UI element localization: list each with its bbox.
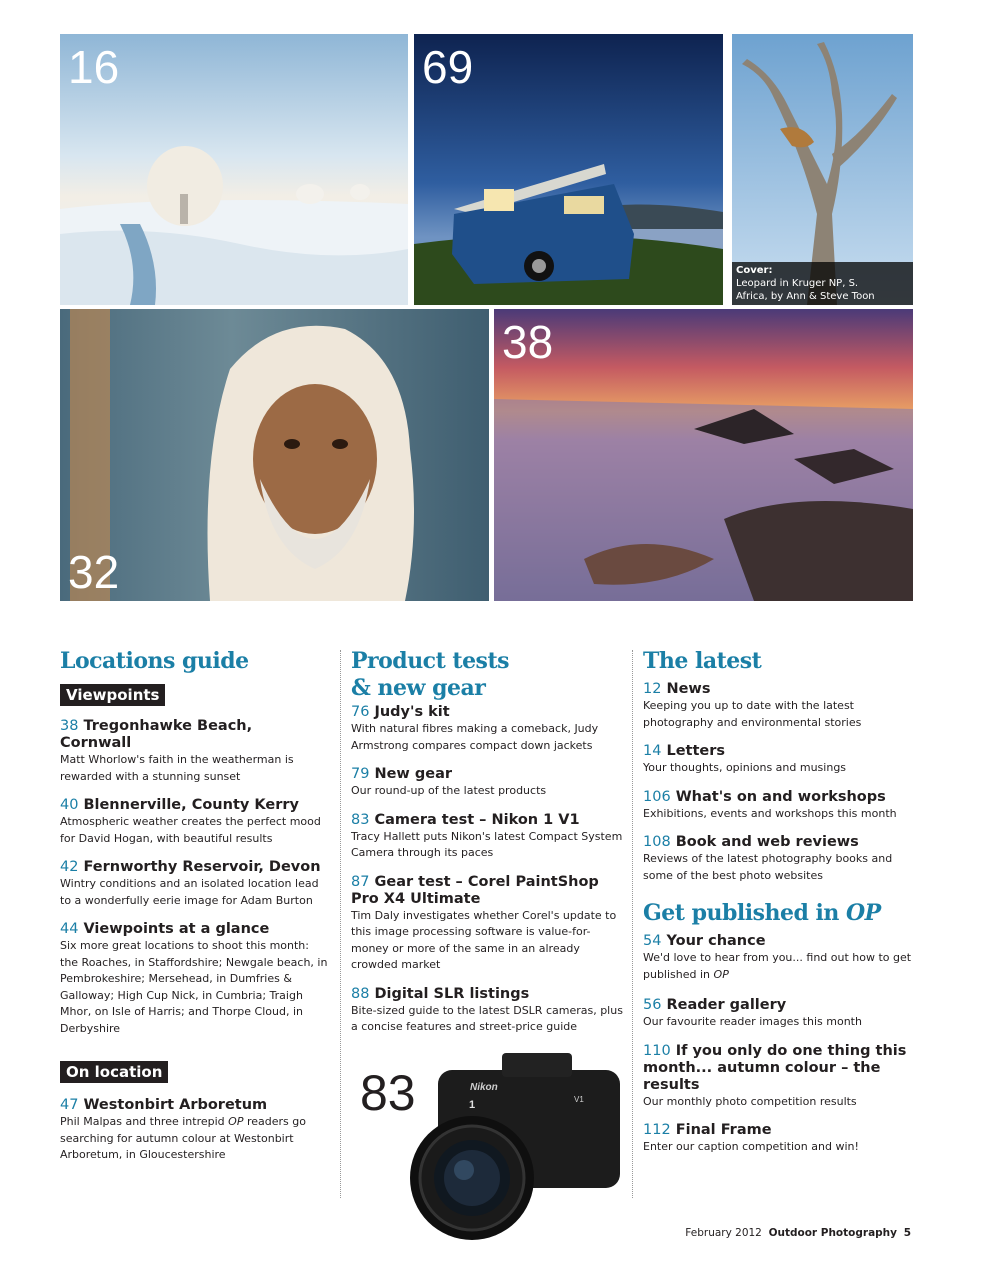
toc-item-description: With natural fibres making a comeback, Judy Armstrong compares compact down jackets bbox=[351, 722, 599, 752]
toc-page-number: 110 bbox=[643, 1042, 671, 1059]
toc-item-title: Fernworthy Reservoir, Devon bbox=[83, 859, 321, 875]
camera-image-area bbox=[352, 1048, 632, 1258]
toc-item-title: Reader gallery bbox=[666, 997, 787, 1013]
toc-item-description: Enter our caption competition and win! bbox=[643, 1140, 859, 1153]
toc-item[interactable] bbox=[351, 986, 623, 1036]
toc-item[interactable] bbox=[643, 834, 921, 884]
toc-item[interactable] bbox=[60, 718, 328, 785]
page-number-38: 38 bbox=[502, 316, 554, 368]
toc-item-description: Your thoughts, opinions and musings bbox=[643, 761, 847, 774]
latest-column bbox=[643, 648, 921, 1156]
toc-item[interactable] bbox=[643, 1122, 921, 1156]
toc-item-description: We'd love to hear from you... find out how to get published in OP bbox=[643, 951, 912, 981]
toc-page-number: 106 bbox=[643, 788, 671, 805]
toc-item-title: Camera test – Nikon 1 V1 bbox=[374, 811, 580, 828]
toc-page-number: 47 bbox=[60, 1097, 79, 1113]
toc-item-title: Gear test – Corel PaintShop Pro X4 Ultimate bbox=[351, 873, 599, 907]
viewpoints-tag: Viewpoints bbox=[60, 684, 165, 706]
toc-item-title: Blennerville, County Kerry bbox=[83, 797, 299, 813]
sunset-beach-image bbox=[494, 309, 913, 601]
toc-item-description: Keeping you up to date with the latest photography and environmental stories bbox=[643, 699, 862, 729]
camera-model-digit: 1 bbox=[469, 1099, 476, 1111]
footer-date: February 2012 bbox=[685, 1227, 762, 1239]
page-number-83: 83 bbox=[360, 1065, 416, 1121]
toc-page-number: 56 bbox=[643, 997, 662, 1013]
toc-item-description: Tim Daly investigates whether Corel's update to this image processing software is value-for-money or more of the same in an already crowded market bbox=[351, 908, 617, 971]
page-number-69: 69 bbox=[422, 41, 474, 93]
toc-page-number: 76 bbox=[351, 704, 370, 720]
toc-item-westonbirt[interactable] bbox=[60, 1097, 328, 1164]
page-number-32: 32 bbox=[68, 546, 120, 598]
toc-item-title: Westonbirt Arboretum bbox=[83, 1097, 268, 1113]
toc-item-title: Book and web reviews bbox=[675, 834, 859, 850]
toc-item-description: Atmospheric weather creates the perfect mood for David Hogan, with beautiful results bbox=[60, 815, 321, 845]
toc-item[interactable] bbox=[351, 704, 623, 754]
locations-column bbox=[60, 648, 328, 1164]
toc-page-number: 42 bbox=[60, 859, 79, 875]
cover-caption-label: Cover: bbox=[736, 265, 773, 276]
toc-item-description: Tracy Hallett puts Nikon's latest Compact System Camera through its paces bbox=[351, 829, 623, 859]
column-divider-2 bbox=[632, 650, 633, 1198]
toc-item-title: Viewpoints at a glance bbox=[83, 921, 270, 937]
toc-page-number: 88 bbox=[351, 985, 370, 1002]
footer-page-number: 5 bbox=[903, 1227, 911, 1239]
toc-item-description: Our favourite reader images this month bbox=[643, 1015, 862, 1028]
locations-guide-title: Locations guide bbox=[60, 648, 249, 674]
toc-item-title: Letters bbox=[666, 743, 726, 759]
toc-item[interactable] bbox=[60, 797, 328, 847]
toc-item-description: Six more great locations to shoot this month: the Roaches, in Staffordshire; Newgale beach, in Pembrokeshire; Mersehead, in Dumfries & Galloway; High Cup Nick, in Cumbria; Traigh Mhor, on Isle of Harris; and Thorpe Cloud, in Derbyshire bbox=[60, 939, 328, 1035]
the-latest-title: The latest bbox=[643, 648, 762, 674]
toc-item-title: Your chance bbox=[666, 933, 766, 949]
toc-page-number: 40 bbox=[60, 797, 79, 813]
nikon-camera-image bbox=[352, 1048, 632, 1258]
toc-item-title: News bbox=[666, 681, 711, 697]
toc-item-description: Exhibitions, events and workshops this month bbox=[643, 806, 897, 820]
toc-item-title: Tregonhawke Beach, Cornwall bbox=[60, 718, 253, 751]
cover-caption-text: Leopard in Kruger NP, S. Africa, by Ann & Steve Toon bbox=[736, 278, 875, 302]
toc-item[interactable] bbox=[351, 812, 623, 862]
toc-item-description: Bite-sized guide to the latest DSLR cameras, plus a concise features and street-price guide bbox=[351, 1003, 623, 1033]
camera-model-label: V1 bbox=[574, 1095, 584, 1104]
toc-item-your-chance[interactable] bbox=[643, 933, 921, 983]
photo-frosty-landscape bbox=[60, 34, 408, 305]
toc-item[interactable] bbox=[60, 859, 328, 909]
toc-item-title: New gear bbox=[374, 766, 453, 782]
photo-portrait-man bbox=[60, 309, 489, 601]
toc-page-number: 87 bbox=[351, 873, 370, 890]
toc-page-number: 14 bbox=[643, 743, 662, 759]
toc-page-number: 112 bbox=[643, 1122, 671, 1138]
toc-item-description: Our round-up of the latest products bbox=[351, 784, 547, 797]
toc-page-number: 83 bbox=[351, 811, 370, 828]
toc-page-number: 108 bbox=[643, 834, 671, 850]
footer-magazine: Outdoor Photography bbox=[768, 1227, 897, 1239]
toc-page-number: 38 bbox=[60, 718, 79, 734]
camera-brand-label: Nikon bbox=[470, 1082, 498, 1093]
toc-item-title: If you only do one thing this month... autumn colour – the results bbox=[643, 1042, 907, 1093]
toc-item-description: Reviews of the latest photography books and some of the best photo websites bbox=[643, 852, 893, 882]
toc-item-description: Wintry conditions and an isolated location lead to a wonderfully eerie image for Adam Burton bbox=[60, 877, 319, 907]
toc-item[interactable] bbox=[351, 766, 623, 800]
toc-item-description: Matt Whorlow's faith in the weatherman is rewarded with a stunning sunset bbox=[60, 753, 294, 783]
column-divider-1 bbox=[340, 650, 341, 1198]
toc-item[interactable] bbox=[643, 681, 921, 731]
toc-item[interactable] bbox=[60, 921, 328, 1037]
toc-page-number: 44 bbox=[60, 921, 79, 937]
page-number-16: 16 bbox=[68, 41, 120, 93]
toc-item[interactable] bbox=[643, 789, 921, 823]
toc-item-title: Final Frame bbox=[675, 1122, 772, 1138]
products-column bbox=[351, 648, 623, 1036]
toc-page-number: 79 bbox=[351, 766, 370, 782]
get-published-title: Get published in OP bbox=[643, 900, 881, 926]
page-footer bbox=[685, 1227, 911, 1239]
product-tests-title: Product tests & new gear bbox=[351, 648, 509, 701]
toc-item-description: Our monthly photo competition results bbox=[643, 1094, 857, 1108]
toc-item-title: Judy's kit bbox=[374, 704, 450, 720]
cover-caption bbox=[732, 262, 913, 305]
toc-page-number: 12 bbox=[643, 681, 662, 697]
photo-sunset-beach bbox=[494, 309, 913, 601]
toc-item[interactable] bbox=[643, 743, 921, 777]
toc-page-number: 54 bbox=[643, 933, 662, 949]
toc-item[interactable] bbox=[351, 874, 623, 974]
photo-campervan bbox=[414, 34, 723, 305]
toc-item-title: Digital SLR listings bbox=[374, 985, 530, 1002]
toc-item[interactable] bbox=[643, 1043, 921, 1111]
toc-item-description: Phil Malpas and three intrepid OP readers go searching for autumn colour at Westonbirt Arboretum, in Gloucestershire bbox=[60, 1115, 306, 1161]
portrait-image bbox=[60, 309, 489, 601]
on-location-tag: On location bbox=[60, 1061, 168, 1083]
photo-cover-leopard bbox=[732, 34, 913, 305]
toc-item-title: What's on and workshops bbox=[675, 788, 886, 805]
toc-item[interactable] bbox=[643, 997, 921, 1031]
